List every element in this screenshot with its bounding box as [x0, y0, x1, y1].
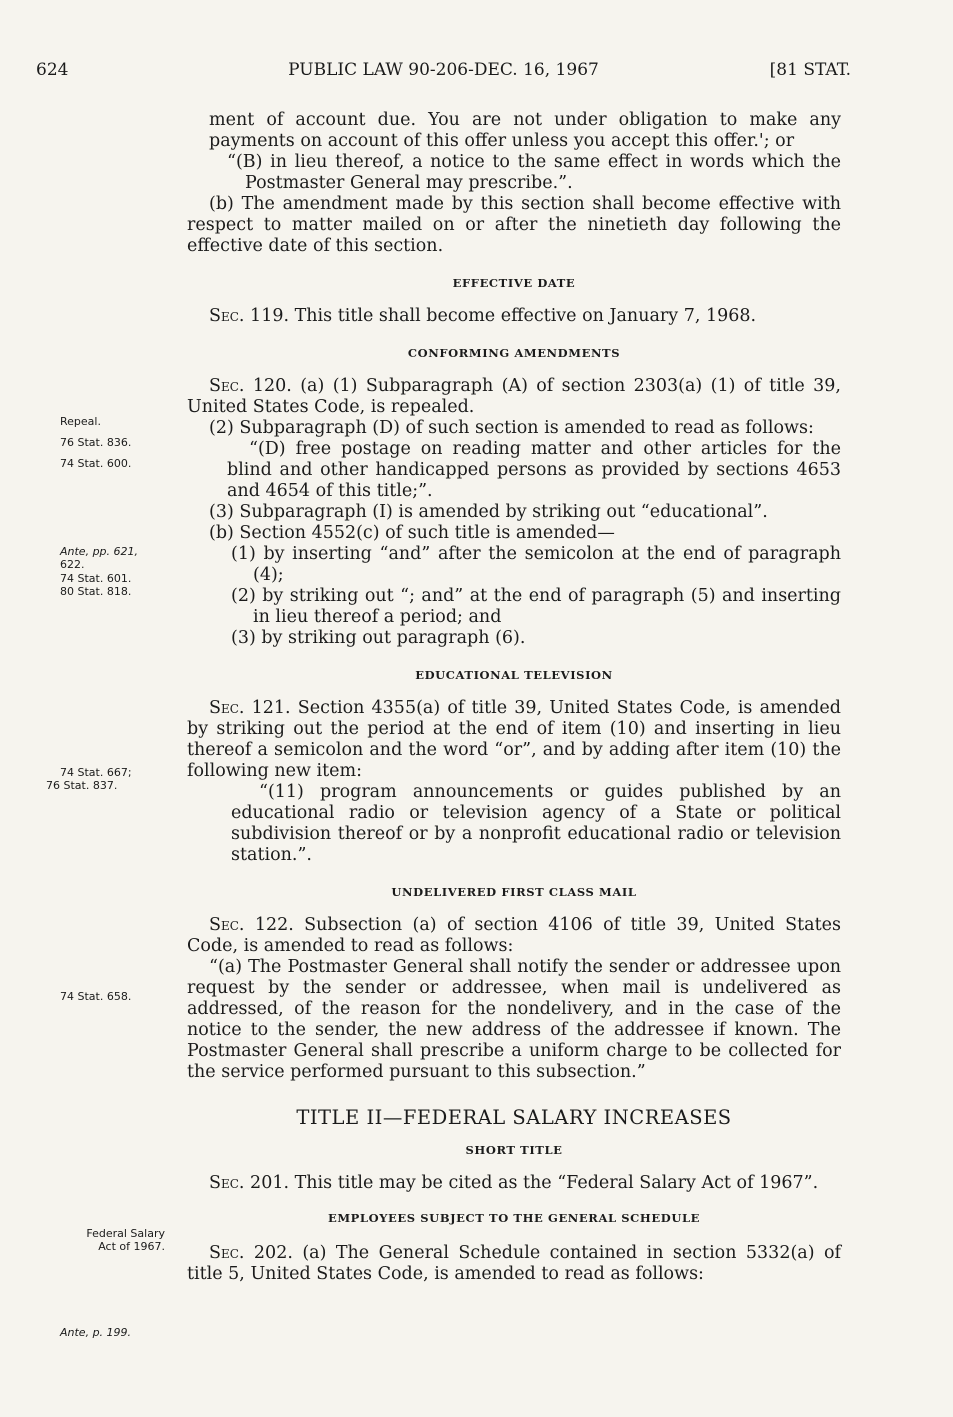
statute-reference: [81 STAT. — [769, 60, 851, 80]
section-paragraph: Sec. 202. (a) The General Schedule contained in section 5332(a) of title 5, United States Code, is amended to read as follows: — [187, 1243, 841, 1284]
running-header — [36, 60, 851, 90]
paragraph: “(B) in lieu thereof, a notice to the same effect in words which the Postmaster General may prescribe.”. — [227, 152, 841, 193]
margin-note-federal-salary: Federal Salary — [86, 1227, 165, 1240]
section-paragraph: Sec. 121. Section 4355(a) of title 39, United States Code, is amended by striking out the period at the end of item (10) and inserting in lieu thereof a semicolon and the word “or”, and by adding after item (10) the following new item: — [187, 698, 841, 781]
section-heading: EMPLOYEES SUBJECT TO THE GENERAL SCHEDULE — [327, 1211, 700, 1225]
quoted-paragraph: “(a) The Postmaster General shall notify the sender or addressee upon request by the sender or addressee, when mail is undelivered as addressed, of the reason for the nondelivery, and in the case of the notice to the sender, the new address of the addressee if known. The Postmaster General shall prescribe a uniform charge to be collected for the service performed pursuant to this subsection.” — [187, 957, 841, 1082]
margin-note-stat: 76 Stat. 836. — [60, 436, 132, 449]
page-number: 624 — [36, 60, 69, 80]
section-heading: EDUCATIONAL TELEVISION — [415, 668, 613, 682]
margin-note-stat: 80 Stat. 818. — [60, 585, 132, 598]
margin-note-ante: Ante, pp. 621, — [60, 545, 139, 558]
section-paragraph: Sec. 201. This title may be cited as the “Federal Salary Act of 1967”. — [209, 1173, 819, 1193]
paragraph: (2) Subparagraph (D) of such section is amended to read as follows: — [209, 418, 814, 438]
margin-note-stat: 74 Stat. 600. — [60, 457, 132, 470]
margin-note-ante: Ante, p. 199. — [60, 1326, 132, 1339]
header-title: PUBLIC LAW 90-206-DEC. 16, 1967 — [288, 60, 599, 80]
paragraph: (b) Section 4552(c) of such title is amended— — [209, 523, 615, 543]
body-text — [187, 110, 841, 1285]
section-heading: UNDELIVERED FIRST CLASS MAIL — [391, 885, 637, 899]
section-heading: CONFORMING AMENDMENTS — [407, 346, 621, 360]
paragraph: (b) The amendment made by this section shall become effective with respect to matter mailed on or after the ninetieth day following the effective date of this section. — [187, 194, 841, 256]
margin-note-repeal: Repeal. — [60, 415, 101, 428]
list-item: (3) by striking out paragraph (6). — [231, 628, 526, 648]
margin-note-stat: 74 Stat. 658. — [60, 990, 132, 1003]
list-item: (1) by inserting “and” after the semicolon at the end of paragraph (4); — [231, 544, 841, 585]
paragraph: (3) Subparagraph (I) is amended by striking out “educational”. — [209, 502, 768, 522]
section-paragraph: Sec. 120. (a) (1) Subparagraph (A) of section 2303(a) (1) of title 39, United States Code, is repealed. — [187, 376, 841, 417]
quoted-paragraph: “(11) program announcements or guides published by an educational radio or television agency of a State or political subdivision thereof or by a nonprofit educational radio or television station.”. — [231, 782, 841, 865]
margin-note-stat: 76 Stat. 837. — [46, 779, 118, 792]
title-heading: TITLE II—FEDERAL SALARY INCREASES — [296, 1106, 732, 1129]
margin-note-ante-cont: 622. — [60, 558, 85, 571]
paragraph: ment of account due. You are not under obligation to make any payments on account of this offer unless you accept this offer.'; or — [209, 110, 841, 151]
section-paragraph: Sec. 119. This title shall become effective on January 7, 1968. — [209, 306, 757, 326]
margin-note-stat: 74 Stat. 667; — [60, 766, 132, 779]
margin-note-stat: 74 Stat. 601. — [60, 572, 132, 585]
section-heading: EFFECTIVE DATE — [452, 276, 576, 290]
quoted-paragraph: “(D) free postage on reading matter and other articles for the blind and other handicapped persons as provided by sections 4653 and 4654 of this title;”. — [227, 439, 841, 501]
list-item: (2) by striking out “; and” at the end of paragraph (5) and inserting in lieu thereof a period; and — [231, 586, 841, 627]
section-paragraph: Sec. 122. Subsection (a) of section 4106 of title 39, United States Code, is amended to read as follows: — [187, 915, 841, 956]
section-heading: SHORT TITLE — [465, 1143, 563, 1157]
margin-note-federal-salary-cont: Act of 1967. — [98, 1240, 165, 1253]
